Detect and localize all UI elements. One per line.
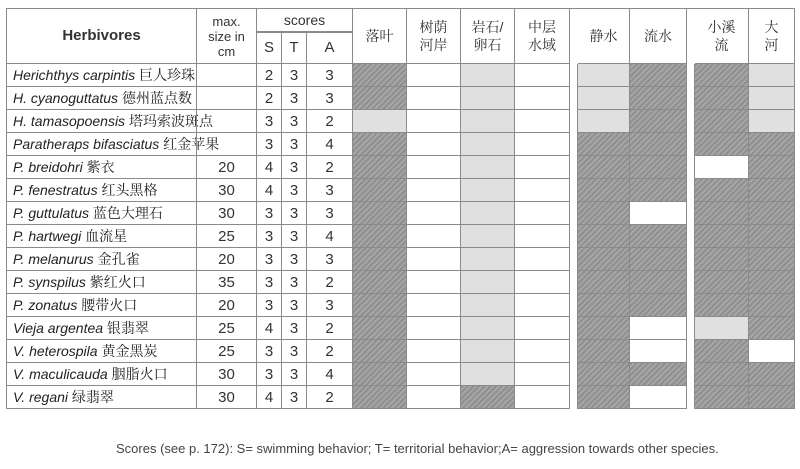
flow-cell — [629, 225, 686, 248]
s-score: 4 — [256, 179, 281, 202]
s-header: S — [256, 32, 281, 64]
body-cell — [748, 133, 794, 156]
species-name — [6, 133, 220, 156]
habitat-cell — [406, 294, 460, 317]
max-size-value: 35 — [196, 271, 256, 294]
body-cell — [748, 110, 794, 133]
common-name: 银翡翠 — [103, 320, 149, 336]
s-score: 3 — [256, 294, 281, 317]
habitat-cell — [514, 317, 569, 340]
flow-cell — [629, 156, 686, 179]
habitat-cell — [352, 133, 406, 156]
max-size-value: 30 — [196, 202, 256, 225]
habitat-cell — [352, 294, 406, 317]
habitat-cell — [406, 133, 460, 156]
max-size-value — [196, 133, 256, 156]
body-header-1: 大河 — [748, 8, 794, 64]
body-cell — [694, 294, 748, 317]
t-score: 3 — [281, 340, 306, 363]
body-cell — [748, 87, 794, 110]
species-name — [6, 225, 196, 248]
max-size-value: 25 — [196, 225, 256, 248]
habitat-header-0: 落叶 — [352, 8, 406, 64]
flow-cell — [629, 87, 686, 110]
flow-cell — [577, 133, 629, 156]
s-score: 2 — [256, 64, 281, 87]
t-score: 3 — [281, 110, 306, 133]
flow-cell — [577, 64, 629, 87]
habitat-cell — [460, 87, 514, 110]
species-name — [6, 156, 196, 179]
flow-cell — [577, 87, 629, 110]
habitat-cell — [514, 363, 569, 386]
body-cell — [694, 363, 748, 386]
species-name — [6, 271, 196, 294]
a-score: 2 — [306, 110, 352, 133]
s-score: 3 — [256, 363, 281, 386]
habitat-cell — [514, 64, 569, 87]
habitat-cell — [352, 110, 406, 133]
t-score: 3 — [281, 133, 306, 156]
a-score: 3 — [306, 248, 352, 271]
body-cell — [748, 271, 794, 294]
habitat-cell — [406, 386, 460, 409]
flow-cell — [629, 133, 686, 156]
scientific-name: V. heterospila — [13, 343, 98, 359]
habitat-cell — [352, 340, 406, 363]
habitat-cell — [514, 340, 569, 363]
body-cell — [748, 317, 794, 340]
flow-cell — [577, 363, 629, 386]
body-cell — [694, 110, 748, 133]
t-score: 3 — [281, 386, 306, 409]
t-score: 3 — [281, 363, 306, 386]
body-cell — [748, 64, 794, 87]
max-size-value: 30 — [196, 179, 256, 202]
max-size-value: 30 — [196, 386, 256, 409]
body-cell — [748, 202, 794, 225]
species-name — [6, 87, 196, 110]
habitat-cell — [460, 248, 514, 271]
habitat-cell — [514, 179, 569, 202]
habitat-cell — [514, 386, 569, 409]
t-score: 3 — [281, 294, 306, 317]
habitat-cell — [352, 248, 406, 271]
habitat-header-2: 岩石/卵石 — [460, 8, 514, 64]
t-score: 3 — [281, 64, 306, 87]
max-size-value: 25 — [196, 317, 256, 340]
species-name — [6, 340, 196, 363]
flow-cell — [629, 363, 686, 386]
a-score: 4 — [306, 363, 352, 386]
habitat-cell — [460, 202, 514, 225]
a-header: A — [306, 32, 352, 64]
species-name — [6, 110, 213, 133]
habitat-cell — [406, 340, 460, 363]
flow-cell — [629, 64, 686, 87]
species-name — [6, 64, 196, 87]
flow-header-0: 静水 — [577, 8, 629, 64]
t-score: 3 — [281, 87, 306, 110]
habitat-cell — [460, 340, 514, 363]
habitat-cell — [514, 156, 569, 179]
max-size-value — [196, 110, 256, 133]
flow-cell — [629, 202, 686, 225]
common-name: 腰带火口 — [77, 297, 138, 313]
a-score: 2 — [306, 271, 352, 294]
t-score: 3 — [281, 317, 306, 340]
body-cell — [694, 64, 748, 87]
flow-cell — [629, 248, 686, 271]
scores-footnote: Scores (see p. 172): S= swimming behavior; T= territorial behavior;A= aggression towards other species. — [116, 441, 719, 456]
flow-cell — [577, 202, 629, 225]
table-right-border — [794, 8, 795, 409]
a-score: 2 — [306, 156, 352, 179]
t-score: 3 — [281, 156, 306, 179]
habitat-cell — [352, 202, 406, 225]
body-cell — [694, 202, 748, 225]
scientific-name: Paratheraps bifasciatus — [13, 136, 160, 152]
max-size-value — [196, 64, 256, 87]
scientific-name: P. synspilus — [13, 274, 86, 290]
s-score: 3 — [256, 271, 281, 294]
a-score: 4 — [306, 225, 352, 248]
habitat-header-3: 中层水域 — [514, 8, 569, 64]
body-cell — [694, 386, 748, 409]
habitat-cell — [406, 248, 460, 271]
body-cell — [694, 317, 748, 340]
flow-header-1: 流水 — [629, 8, 686, 64]
scientific-name: Herichthys carpintis — [13, 67, 136, 83]
common-name: 德州蓝点数 — [118, 90, 192, 106]
habitat-cell — [514, 87, 569, 110]
flow-cell — [629, 340, 686, 363]
habitat-cell — [352, 225, 406, 248]
habitat-cell — [352, 87, 406, 110]
body-cell — [694, 271, 748, 294]
a-score: 3 — [306, 179, 352, 202]
body-cell — [694, 248, 748, 271]
a-score: 2 — [306, 317, 352, 340]
habitat-cell — [406, 317, 460, 340]
scientific-name: V. regani — [13, 389, 68, 405]
body-cell — [748, 294, 794, 317]
s-score: 3 — [256, 110, 281, 133]
scientific-name: P. fenestratus — [13, 182, 98, 198]
common-name: 金孔雀 — [93, 251, 140, 267]
habitat-cell — [514, 271, 569, 294]
body-cell — [694, 133, 748, 156]
habitat-cell — [406, 202, 460, 225]
flow-cell — [629, 179, 686, 202]
common-name: 红金苹果 — [159, 136, 220, 152]
common-name: 巨人珍珠 — [135, 67, 196, 83]
habitat-cell — [352, 64, 406, 87]
scientific-name: H. cyanoguttatus — [13, 90, 119, 106]
flow-cell — [577, 225, 629, 248]
max-size-value: 30 — [196, 363, 256, 386]
s-score: 4 — [256, 317, 281, 340]
scientific-name: P. melanurus — [13, 251, 94, 267]
max-size-value — [196, 87, 256, 110]
habitat-cell — [406, 156, 460, 179]
s-score: 3 — [256, 202, 281, 225]
body-cell — [748, 363, 794, 386]
s-score: 3 — [256, 225, 281, 248]
body-cell — [694, 340, 748, 363]
flow-cell — [629, 271, 686, 294]
body-cell — [694, 87, 748, 110]
body-header-0: 小溪流 — [694, 8, 748, 64]
t-score: 3 — [281, 248, 306, 271]
habitat-cell — [352, 363, 406, 386]
table-top-border — [6, 8, 795, 9]
t-header: T — [281, 32, 306, 64]
species-name — [6, 202, 196, 225]
t-score: 3 — [281, 271, 306, 294]
habitat-cell — [460, 133, 514, 156]
a-score: 3 — [306, 64, 352, 87]
scientific-name: P. guttulatus — [13, 205, 90, 221]
max-size-value: 20 — [196, 294, 256, 317]
max-size-value: 25 — [196, 340, 256, 363]
habitat-cell — [514, 225, 569, 248]
habitat-header-1: 树荫河岸 — [406, 8, 460, 64]
flow-cell — [577, 386, 629, 409]
a-score: 3 — [306, 87, 352, 110]
habitat-cell — [460, 363, 514, 386]
habitat-cell — [406, 225, 460, 248]
species-name — [6, 294, 196, 317]
flow-cell — [577, 179, 629, 202]
body-cell — [748, 340, 794, 363]
habitat-cell — [460, 386, 514, 409]
scientific-name: P. zonatus — [13, 297, 78, 313]
max-size-value: 20 — [196, 248, 256, 271]
habitat-cell — [352, 386, 406, 409]
t-score: 3 — [281, 225, 306, 248]
common-name: 血流星 — [81, 228, 128, 244]
flow-cell — [629, 294, 686, 317]
scientific-name: Vieja argentea — [13, 320, 104, 336]
species-name — [6, 363, 196, 386]
body-cell — [748, 156, 794, 179]
habitat-cell — [352, 156, 406, 179]
a-score: 3 — [306, 202, 352, 225]
habitat-cell — [460, 225, 514, 248]
flow-cell — [577, 248, 629, 271]
habitat-cell — [460, 156, 514, 179]
habitat-cell — [406, 271, 460, 294]
body-cell — [694, 225, 748, 248]
flow-cell — [577, 110, 629, 133]
max-size-header: max. size in cm — [196, 8, 256, 64]
common-name: 红头黑格 — [97, 182, 158, 198]
habitat-cell — [460, 317, 514, 340]
a-score: 4 — [306, 133, 352, 156]
scientific-name: H. tamasopoensis — [13, 113, 126, 129]
habitat-cell — [460, 271, 514, 294]
a-score: 3 — [306, 294, 352, 317]
common-name: 蓝色大理石 — [89, 205, 163, 221]
habitat-cell — [406, 363, 460, 386]
flow-cell — [629, 110, 686, 133]
body-cell — [748, 386, 794, 409]
habitat-cell — [352, 271, 406, 294]
s-score: 4 — [256, 386, 281, 409]
t-score: 3 — [281, 179, 306, 202]
species-name — [6, 317, 196, 340]
habitat-cell — [514, 294, 569, 317]
habitat-cell — [460, 294, 514, 317]
habitat-cell — [514, 202, 569, 225]
s-score: 3 — [256, 248, 281, 271]
scientific-name: P. hartwegi — [13, 228, 82, 244]
s-score: 2 — [256, 87, 281, 110]
scores-header: scores — [256, 8, 352, 32]
species-name — [6, 248, 196, 271]
flow-cell — [577, 156, 629, 179]
body-cell — [694, 179, 748, 202]
habitat-cell — [514, 248, 569, 271]
habitat-cell — [514, 133, 569, 156]
habitat-cell — [514, 110, 569, 133]
habitat-cell — [406, 87, 460, 110]
scientific-name: V. maculicauda — [13, 366, 108, 382]
herbivores-header: Herbivores — [6, 8, 196, 64]
flow-cell — [577, 317, 629, 340]
flow-cell — [577, 294, 629, 317]
habitat-cell — [460, 64, 514, 87]
flow-cell — [629, 317, 686, 340]
common-name: 塔玛索波斑点 — [125, 113, 213, 129]
s-score: 3 — [256, 133, 281, 156]
t-score: 3 — [281, 202, 306, 225]
body-cell — [694, 156, 748, 179]
common-name: 紫红火口 — [85, 274, 146, 290]
species-name — [6, 386, 196, 409]
habitat-cell — [460, 179, 514, 202]
habitat-cell — [406, 64, 460, 87]
common-name: 黄金黑炭 — [97, 343, 158, 359]
habitat-cell — [406, 110, 460, 133]
species-name — [6, 179, 196, 202]
flow-cell — [577, 271, 629, 294]
s-score: 3 — [256, 340, 281, 363]
flow-cell — [629, 386, 686, 409]
s-score: 4 — [256, 156, 281, 179]
habitat-cell — [460, 110, 514, 133]
scientific-name: P. breidohri — [13, 159, 83, 175]
common-name: 绿翡翠 — [68, 389, 114, 405]
a-score: 2 — [306, 386, 352, 409]
body-cell — [748, 179, 794, 202]
habitat-cell — [406, 179, 460, 202]
a-score: 2 — [306, 340, 352, 363]
body-cell — [748, 225, 794, 248]
habitat-cell — [352, 179, 406, 202]
habitat-cell — [352, 317, 406, 340]
flow-cell — [577, 340, 629, 363]
common-name: 胭脂火口 — [107, 366, 168, 382]
body-cell — [748, 248, 794, 271]
common-name: 紫衣 — [82, 159, 115, 175]
max-size-value: 20 — [196, 156, 256, 179]
